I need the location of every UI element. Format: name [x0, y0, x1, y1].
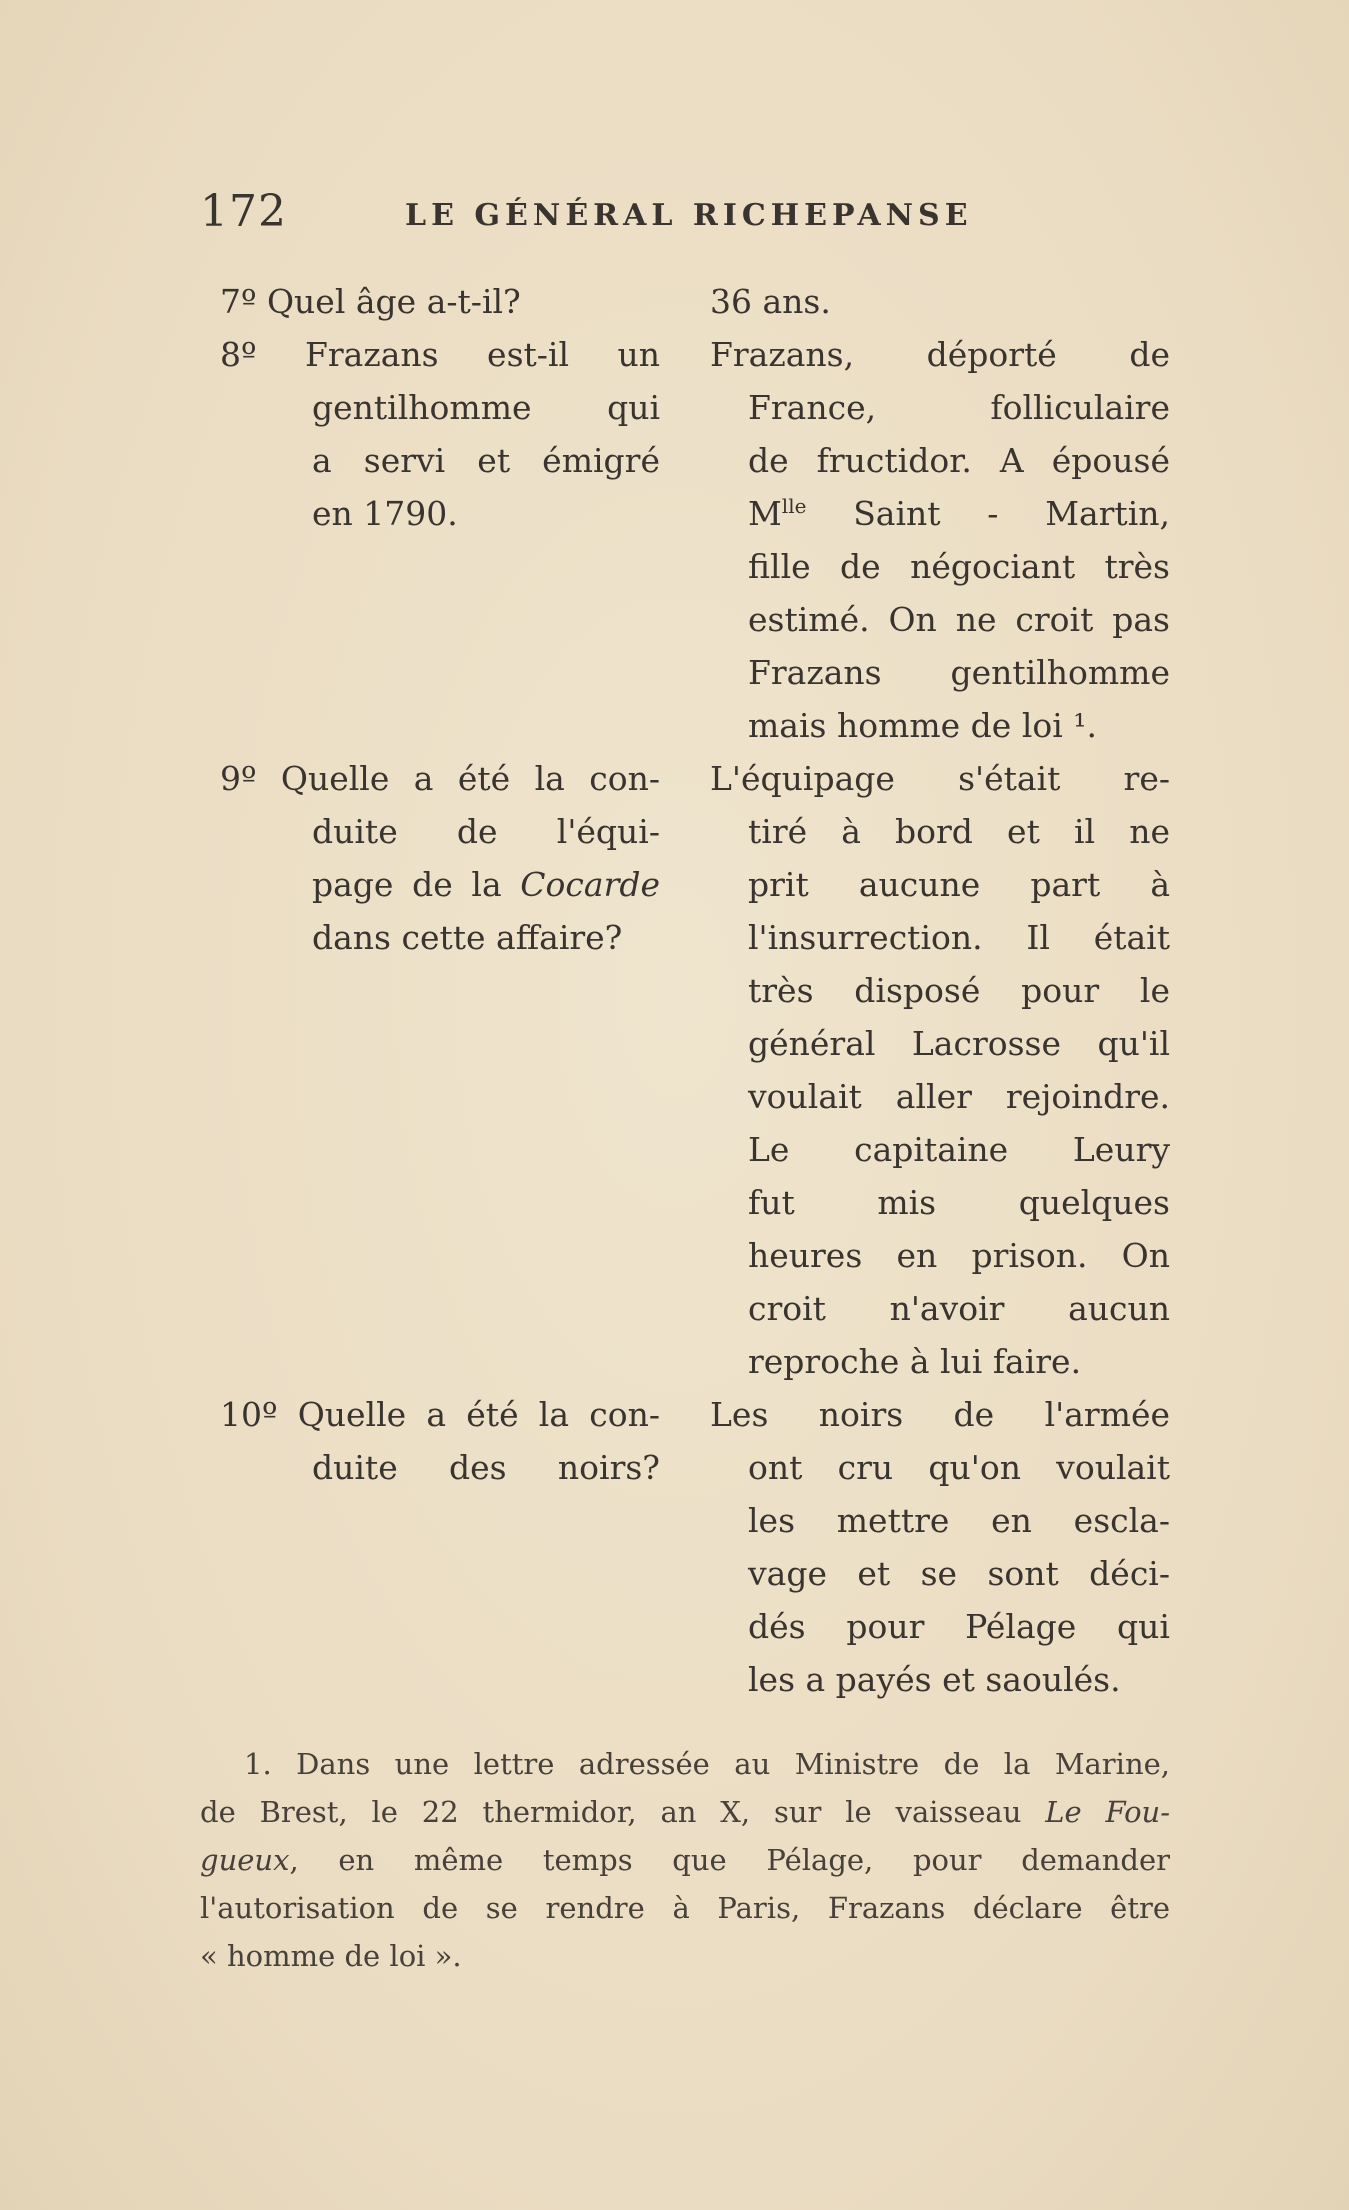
- ship-name: Cocarde: [520, 865, 660, 904]
- answer-line: heures en prison. On: [748, 1236, 1170, 1275]
- answer-line: fille de négociant très: [748, 547, 1170, 586]
- footnote-line: « homme de loi ».: [200, 1939, 462, 1973]
- answer-line: voulait aller rejoindre.: [748, 1077, 1170, 1116]
- answer-line: Frazans, déporté de: [710, 335, 1170, 374]
- answer-line: l'insurrection. Il était: [748, 918, 1170, 957]
- question-line: duite de l'équi-: [312, 812, 660, 851]
- question-line: en 1790.: [312, 494, 458, 533]
- answer-line: les mettre en escla-: [748, 1501, 1170, 1540]
- answer-line: $M^{lle}$ Saint - Martin,: [748, 494, 1170, 533]
- answer: [710, 1388, 1170, 1706]
- answer-line: tiré à bord et il ne: [748, 812, 1170, 851]
- answer-line: 36 ans.: [710, 282, 831, 321]
- answer-line: mais homme de loi ¹.: [748, 706, 1097, 745]
- footnote-line: gueux, en même temps que Pélage, pour demander: [200, 1843, 1170, 1877]
- ship-title-cont: gueux: [200, 1843, 290, 1877]
- answer-line: dés pour Pélage qui: [748, 1607, 1170, 1646]
- question-line: gentilhomme qui: [312, 388, 660, 427]
- footnote-line: l'autorisation de se rendre à Paris, Frazans déclare être: [200, 1891, 1170, 1925]
- answer: [710, 275, 1170, 328]
- answer-line: Le capitaine Leury: [748, 1130, 1170, 1169]
- page-header: [200, 178, 1180, 238]
- answer-line: de fructidor. A épousé: [748, 441, 1170, 480]
- answer-line: général Lacrosse qu'il: [748, 1024, 1170, 1063]
- question: [220, 1388, 660, 1494]
- question-line: 9º Quelle a été la con-: [220, 759, 660, 798]
- answer-line: fut mis quelques: [748, 1183, 1170, 1222]
- footnote: [200, 1740, 1170, 1980]
- answer: [710, 752, 1170, 1388]
- question-line: page de la Cocarde: [312, 865, 660, 904]
- answer: [710, 328, 1170, 752]
- question-line: 7º Quel âge a-t-il?: [220, 282, 521, 321]
- answer-line: prit aucune part à: [748, 865, 1170, 904]
- answer-line: reproche à lui faire.: [748, 1342, 1082, 1381]
- answer-line: les a payés et saoulés.: [748, 1660, 1121, 1699]
- footnote-line: de Brest, le 22 thermidor, an X, sur le vaisseau Le Fou-: [200, 1795, 1171, 1829]
- answer-line: L'équipage s'était re-: [710, 759, 1170, 798]
- question-line: dans cette affaire?: [312, 918, 623, 957]
- question-line: a servi et émigré: [312, 441, 660, 480]
- running-title: LE GÉNÉRAL RICHEPANSE: [405, 198, 973, 233]
- question-line: duite des noirs?: [312, 1448, 660, 1487]
- answer-line: croit n'avoir aucun: [748, 1289, 1170, 1328]
- page-number: 172: [200, 186, 287, 237]
- question: [220, 328, 660, 540]
- question: [220, 752, 660, 964]
- answer-line: vage et se sont déci-: [748, 1554, 1170, 1593]
- answer-line: Frazans gentilhomme: [748, 653, 1170, 692]
- answer-line: France, folliculaire: [748, 388, 1170, 427]
- footnote-line: 1. Dans une lettre adressée au Ministre de la Marine,: [244, 1747, 1170, 1781]
- answer-line: très disposé pour le: [748, 971, 1170, 1010]
- answer-line: Les noirs de l'armée: [710, 1395, 1170, 1434]
- question: [220, 275, 660, 328]
- question-line: 10º Quelle a été la con-: [220, 1395, 660, 1434]
- question-line: 8º Frazans est-il un: [220, 335, 660, 374]
- answer-line: estimé. On ne croit pas: [748, 600, 1170, 639]
- answer-line: ont cru qu'on voulait: [748, 1448, 1170, 1487]
- ship-title: Le Fou-: [1045, 1795, 1171, 1829]
